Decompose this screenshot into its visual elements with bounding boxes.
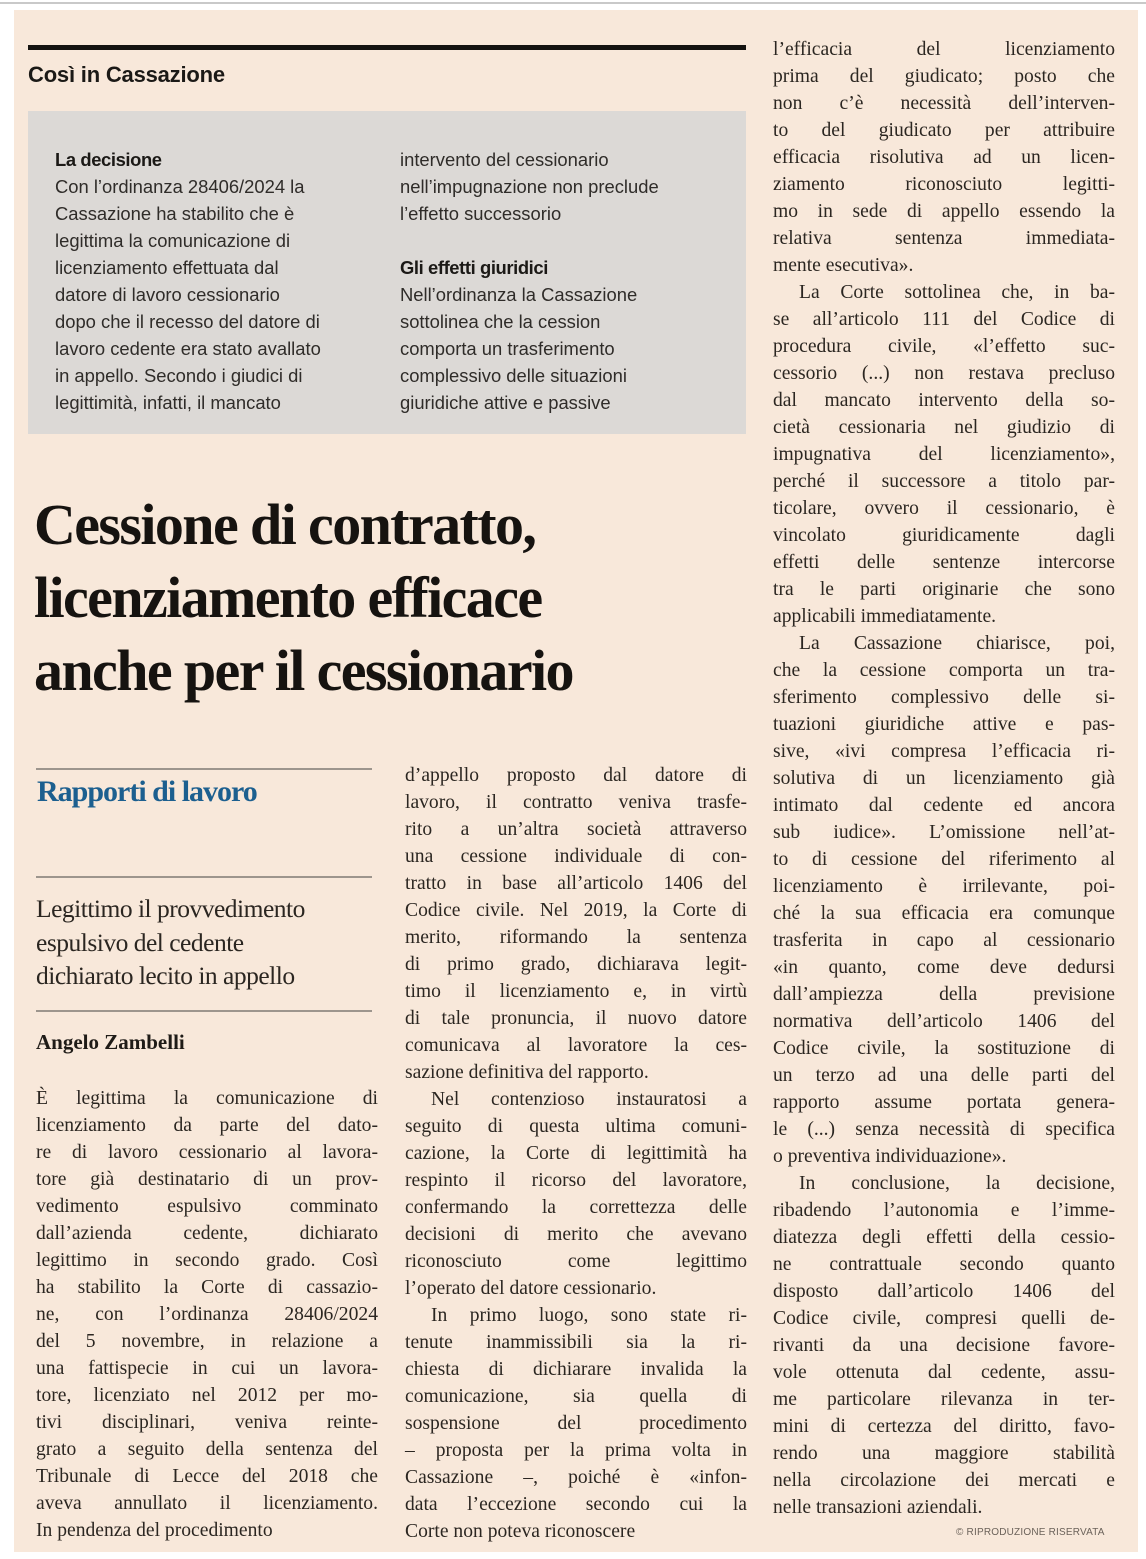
box-line: Con l’ordinanza 28406/2024 la xyxy=(55,176,305,197)
article-text-line: decisioni di merito che avevano xyxy=(405,1224,747,1245)
article-text-line: licenziamento da parte del dato- xyxy=(36,1115,378,1136)
article-text-line: non c’è necessità dell’interven- xyxy=(773,93,1115,114)
article-text-line: tore, licenziato nel 2012 per mo- xyxy=(36,1385,378,1406)
info-box xyxy=(28,111,746,434)
article-text-line: intimato dal cedente ed ancora xyxy=(773,795,1115,816)
article-text-line: chiesta di dichiarare invalida la xyxy=(405,1359,747,1380)
article-text-line: riconosciuto come legittimo xyxy=(405,1251,747,1272)
box-line: nell’impugnazione non preclude xyxy=(400,176,659,197)
box-top-rule xyxy=(28,45,746,50)
top-border xyxy=(0,2,1146,4)
article-text-line: efficacia risolutiva ad un licen- xyxy=(773,147,1115,168)
article-text-line: sazione definitiva del rapporto. xyxy=(405,1062,649,1083)
byline-author: Angelo Zambelli xyxy=(36,1030,185,1054)
article-text-line: normativa dell’articolo 1406 del xyxy=(773,1011,1115,1032)
article-text-line: In conclusione, la decisione, xyxy=(799,1173,1115,1194)
info-box-column-2 xyxy=(400,146,720,416)
article-text-line: to del giudicato per attribuire xyxy=(773,120,1115,141)
article-text-line: mini di certezza del diritto, favo- xyxy=(773,1416,1115,1437)
article-column-left xyxy=(36,1085,378,1544)
article-text-line: perché il successore a titolo par- xyxy=(773,471,1115,492)
article-text-line: tenute inammissibili sia la ri- xyxy=(405,1332,747,1353)
article-text-line: tivi disciplinari, veniva reinte- xyxy=(36,1412,378,1433)
info-box-column-1 xyxy=(55,146,375,416)
box-line: Nell’ordinanza la Cassazione xyxy=(400,284,638,305)
headline-line: anche per il cessionario xyxy=(34,638,573,703)
article-text-line: timo il licenziamento e, in virtù xyxy=(405,981,747,1002)
box-heading-legal-effects: Gli effetti giuridici xyxy=(400,257,548,278)
subheadline-line: Legittimo il provvedimento xyxy=(36,894,305,923)
article-text-line: di primo grado, dichiarava legit- xyxy=(405,954,747,975)
article-text-line: solutiva di un licenziamento già xyxy=(773,768,1115,789)
article-text-line: nella circolazione dei mercati e xyxy=(773,1470,1115,1491)
subheadline xyxy=(36,892,376,993)
article-text-line: comunicazione, sia quella di xyxy=(405,1386,747,1407)
article-text-line: sive, «ivi compresa l’efficacia ri- xyxy=(773,741,1115,762)
article-text-line: rito a un’altra società attraverso xyxy=(405,819,747,840)
article-text-line: sub iudice». L’omissione nell’at- xyxy=(773,822,1115,843)
article-text-line: impugnativa del licenziamento», xyxy=(773,444,1115,465)
article-text-line: rivanti da una decisione favore- xyxy=(773,1335,1115,1356)
article-text-line: applicabili immediatamente. xyxy=(773,606,997,627)
article-text-line: ne, con l’ordinanza 28406/2024 xyxy=(36,1304,378,1325)
box-line: giuridiche attive e passive xyxy=(400,392,611,413)
box-line: dopo che il recesso del datore di xyxy=(55,311,320,332)
article-text-line: Tribunale di Lecce del 2018 che xyxy=(36,1466,378,1487)
article-text-line: tra le parti originarie che sono xyxy=(773,579,1115,600)
article-text-line: disposto dall’articolo 1406 del xyxy=(773,1281,1115,1302)
article-text-line: dall’azienda cedente, dichiarato xyxy=(36,1223,378,1244)
article-text-line: Codice civile, compresi quelli de- xyxy=(773,1308,1115,1329)
article-text-line: confermando la correttezza delle xyxy=(405,1197,747,1218)
article-text-line: che la cessione comporta un tra- xyxy=(773,660,1115,681)
article-text-line: La Corte sottolinea che, in ba- xyxy=(799,282,1115,303)
article-text-line: diatezza degli effetti della cessio- xyxy=(773,1227,1115,1248)
article-text-line: del 5 novembre, in relazione a xyxy=(36,1331,378,1352)
article-text-line: È legittima la comunicazione di xyxy=(36,1088,378,1109)
headline-line: licenziamento efficace xyxy=(34,565,542,630)
article-text-line: ché la sua efficacia era comunque xyxy=(773,903,1115,924)
article-text-line: comunicava al lavoratore la ces- xyxy=(405,1035,747,1056)
box-line: in appello. Secondo i giudici di xyxy=(55,365,303,386)
subheadline-line: dichiarato lecito in appello xyxy=(36,961,295,990)
article-text-line: l’efficacia del licenziamento xyxy=(773,39,1115,60)
article-text-line: cazione, la Corte di legittimità ha xyxy=(405,1143,747,1164)
article-text-line: dall’ampiezza della previsione xyxy=(773,984,1115,1005)
article-text-line: aveva annullato il licenziamento. xyxy=(36,1493,378,1514)
headline-line: Cessione di contratto, xyxy=(34,492,536,557)
article-text-line: licenziamento è irrilevante, poi- xyxy=(773,876,1115,897)
newspaper-page xyxy=(14,10,1138,1552)
article-text-line: prima del giudicato; posto che xyxy=(773,66,1115,87)
byline-rule-top xyxy=(36,1010,372,1012)
article-text-line: cessorio (...) non restava precluso xyxy=(773,363,1115,384)
article-text-line: tuazioni giuridiche attive e pas- xyxy=(773,714,1115,735)
section-label: Rapporti di lavoro xyxy=(37,775,257,808)
article-text-line: La Cassazione chiarisce, poi, xyxy=(799,633,1115,654)
article-text-line: vedimento espulsivo comminato xyxy=(36,1196,378,1217)
article-text-line: – proposta per la prima volta in xyxy=(405,1440,747,1461)
box-line: comporta un trasferimento xyxy=(400,338,615,359)
article-text-line: ticolare, ovvero il cessionario, è xyxy=(773,498,1115,519)
article-text-line: lavoro, il contratto veniva trasfe- xyxy=(405,792,747,813)
box-heading-decision: La decisione xyxy=(55,149,162,170)
article-column-middle xyxy=(405,762,747,1545)
box-line: sottolinea che la cession xyxy=(400,311,601,332)
box-line: lavoro cedente era stato avallato xyxy=(55,338,321,359)
article-text-line: «in quanto, come deve dedursi xyxy=(773,957,1115,978)
article-text-line: Codice civile. Nel 2019, la Corte di xyxy=(405,900,747,921)
article-text-line: di tale pronuncia, il nuovo datore xyxy=(405,1008,747,1029)
article-text-line: cietà cessionaria nel giudizio di xyxy=(773,417,1115,438)
article-text-line: rendo una maggiore stabilità xyxy=(773,1443,1115,1464)
article-text-line: procedura civile, «l’effetto suc- xyxy=(773,336,1115,357)
article-text-line: relativa sentenza immediata- xyxy=(773,228,1115,249)
article-text-line: ziamento riconosciuto legitti- xyxy=(773,174,1115,195)
article-text-line: dal mancato intervento della so- xyxy=(773,390,1115,411)
article-text-line: In primo luogo, sono state ri- xyxy=(431,1305,747,1326)
box-line: datore di lavoro cessionario xyxy=(55,284,280,305)
section-rule-top xyxy=(36,768,372,770)
article-text-line: o preventiva individuazione». xyxy=(773,1146,1007,1167)
article-text-line: Corte non poteva riconoscere xyxy=(405,1521,636,1542)
article-text-line: ribadendo l’autonomia e l’imme- xyxy=(773,1200,1115,1221)
article-text-line: merito, riformando la sentenza xyxy=(405,927,747,948)
box-title: Così in Cassazione xyxy=(28,62,225,87)
article-text-line: re di lavoro cessionario al lavora- xyxy=(36,1142,378,1163)
article-text-line: seguito di questa ultima comuni- xyxy=(405,1116,747,1137)
article-text-line: un terzo ad una delle parti del xyxy=(773,1065,1115,1086)
article-text-line: vole ottenuta dal cedente, assu- xyxy=(773,1362,1115,1383)
article-text-line: rapporto assume portata genera- xyxy=(773,1092,1115,1113)
article-text-line: data l’eccezione secondo cui la xyxy=(405,1494,747,1515)
box-line: l’effetto successorio xyxy=(400,203,562,224)
box-line: licenziamento effettuata dal xyxy=(55,257,279,278)
article-text-line: le (...) senza necessità di specifica xyxy=(773,1119,1115,1140)
article-text-line: vincolato giuridicamente dagli xyxy=(773,525,1115,546)
article-text-line: tore già destinatario di un prov- xyxy=(36,1169,378,1190)
article-text-line: una cessione individuale di con- xyxy=(405,846,747,867)
article-text-line: In pendenza del procedimento xyxy=(36,1520,273,1541)
article-text-line: ha stabilito la Corte di cassazio- xyxy=(36,1277,378,1298)
box-line: intervento del cessionario xyxy=(400,149,609,170)
article-text-line: Cassazione –, poiché è «infon- xyxy=(405,1467,747,1488)
article-text-line: sferimento complessivo delle si- xyxy=(773,687,1115,708)
article-text-line: mente esecutiva». xyxy=(773,255,914,276)
box-line: complessivo delle situazioni xyxy=(400,365,627,386)
article-text-line: respinto il ricorso del lavoratore, xyxy=(405,1170,747,1191)
article-text-line: Nel contenzioso instauratosi a xyxy=(431,1089,747,1110)
article-text-line: me particolare rilevanza in ter- xyxy=(773,1389,1115,1410)
article-text-line: grato a seguito della sentenza del xyxy=(36,1439,378,1460)
subhead-rule-top xyxy=(36,876,372,878)
subheadline-line: espulsivo del cedente xyxy=(36,927,244,957)
article-text-line: to di cessione del riferimento al xyxy=(773,849,1115,870)
article-text-line: l’operato del datore cessionario. xyxy=(405,1278,657,1299)
article-text-line: una fattispecie in cui un lavora- xyxy=(36,1358,378,1379)
box-line: legittimità, infatti, il mancato xyxy=(55,392,281,413)
article-text-line: trasferita in capo al cessionario xyxy=(773,930,1115,951)
article-text-line: sospensione del procedimento xyxy=(405,1413,747,1434)
article-text-line: legittimo in secondo grado. Così xyxy=(36,1250,378,1271)
headline xyxy=(34,488,754,707)
article-column-right xyxy=(773,36,1115,1521)
box-line: Cassazione ha stabilito che è xyxy=(55,203,295,224)
article-text-line: d’appello proposto dal datore di xyxy=(405,765,747,786)
article-text-line: se all’articolo 111 del Codice di xyxy=(773,309,1115,330)
box-line: legittima la comunicazione di xyxy=(55,230,291,251)
copyright-notice: © RIPRODUZIONE RISERVATA xyxy=(956,1527,1105,1538)
article-text-line: effetti delle sentenze intercorse xyxy=(773,552,1115,573)
article-text-line: tratto in base all’articolo 1406 del xyxy=(405,873,747,894)
box-spacer xyxy=(400,227,720,254)
article-text-line: mo in sede di appello essendo la xyxy=(773,201,1115,222)
article-text-line: nelle transazioni aziendali. xyxy=(773,1497,983,1518)
article-text-line: ne contrattuale secondo quanto xyxy=(773,1254,1115,1275)
article-text-line: Codice civile, la sostituzione di xyxy=(773,1038,1115,1059)
